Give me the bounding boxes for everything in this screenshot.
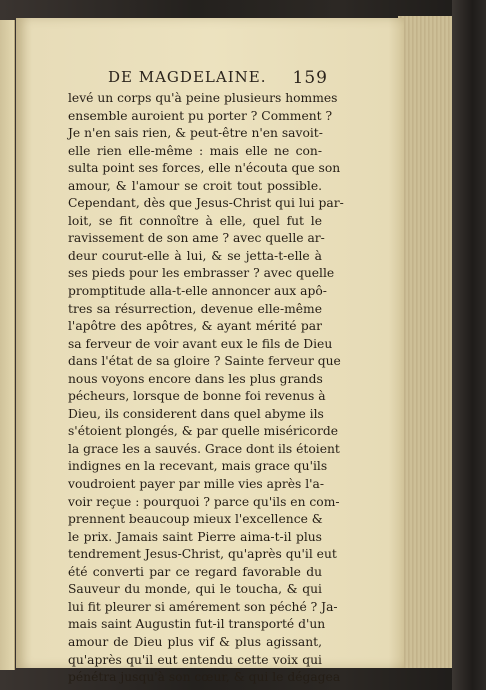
- text-line: loit, se fit connoître à elle, quel fut le: [68, 213, 322, 228]
- text-line: la grace les a sauvés. Grace dont ils étoient: [68, 441, 340, 456]
- text-line: tres sa résurrection, devenue elle-même: [68, 301, 322, 316]
- text-line: Dieu, ils considerent dans quel abyme ils: [68, 406, 324, 421]
- text-line: promptitude alla-t-elle annoncer aux apô-: [68, 284, 327, 299]
- text-line: pécheurs, lorsque de bonne foi revenus à: [68, 389, 326, 404]
- text-line: ses pieds pour les embrasser ? avec quelle: [68, 266, 335, 281]
- text-line: s'étoient plongés, & par quelle miséricorde: [68, 424, 338, 439]
- text-line: elle rien elle-même : mais elle ne con-: [68, 143, 322, 158]
- text-line: qu'après qu'il eut entendu cette voix qui: [68, 652, 322, 667]
- text-line: levé un corps qu'à peine plusieurs hommes: [68, 91, 338, 105]
- text-line: ravissement de son ame ? avec quelle ar-: [68, 231, 325, 246]
- text-line: prennent beaucoup mieux l'excellence &: [68, 512, 323, 527]
- page-number: 159: [292, 68, 328, 88]
- text-line: Je n'en sais rien, & peut-être n'en savoit-: [68, 126, 323, 141]
- text-line: voir reçue : pourquoi ? parce qu'ils en com-: [68, 494, 340, 509]
- text-line: le prix. Jamais saint Pierre aima-t-il plus: [68, 529, 322, 544]
- page-header: [108, 68, 328, 90]
- text-line: mais saint Augustin fut-il transporté d'un: [68, 617, 326, 632]
- facing-page-edge: [0, 20, 15, 670]
- text-line: deur courut-elle à lui, & se jetta-t-elle à: [68, 248, 322, 263]
- text-line: Cependant, dès que Jesus-Christ qui lui par-: [68, 196, 344, 211]
- page-body-text: [68, 90, 344, 687]
- text-line: Sauveur du monde, qui le toucha, & qui: [68, 582, 322, 597]
- text-line: sulta point ses forces, elle n'écouta que son: [68, 161, 341, 176]
- text-line: pénétra jusqu'à son cœur, & qui le dégagea: [68, 670, 341, 685]
- text-line: tendrement Jesus-Christ, qu'après qu'il eut: [68, 547, 337, 562]
- text-line: amour de Dieu plus vif & plus agissant,: [68, 634, 322, 649]
- text-line: dans l'état de sa gloire ? Sainte ferveur que: [68, 354, 341, 369]
- book-binding: [452, 0, 486, 690]
- running-head: DE MAGDELAINE.: [108, 68, 267, 86]
- text-line: nous voyons encore dans les plus grands: [68, 371, 323, 386]
- text-line: l'apôtre des apôtres, & ayant mérité par: [68, 319, 322, 334]
- text-line: sa ferveur de voir avant eux le fils de Dieu: [68, 336, 333, 351]
- text-line: voudroient payer par mille vies après l'a-: [68, 477, 325, 492]
- text-line: amour, & l'amour se croit tout possible.: [68, 178, 322, 193]
- text-line: indignes en la recevant, mais grace qu'ils: [68, 459, 328, 474]
- page-block-edges: [398, 16, 458, 668]
- text-line: lui fit pleurer si amérement son péché ? Ja-: [68, 599, 338, 614]
- text-line: été converti par ce regard favorable du: [68, 564, 322, 579]
- text-line: ensemble auroient pu porter ? Comment ?: [68, 108, 333, 123]
